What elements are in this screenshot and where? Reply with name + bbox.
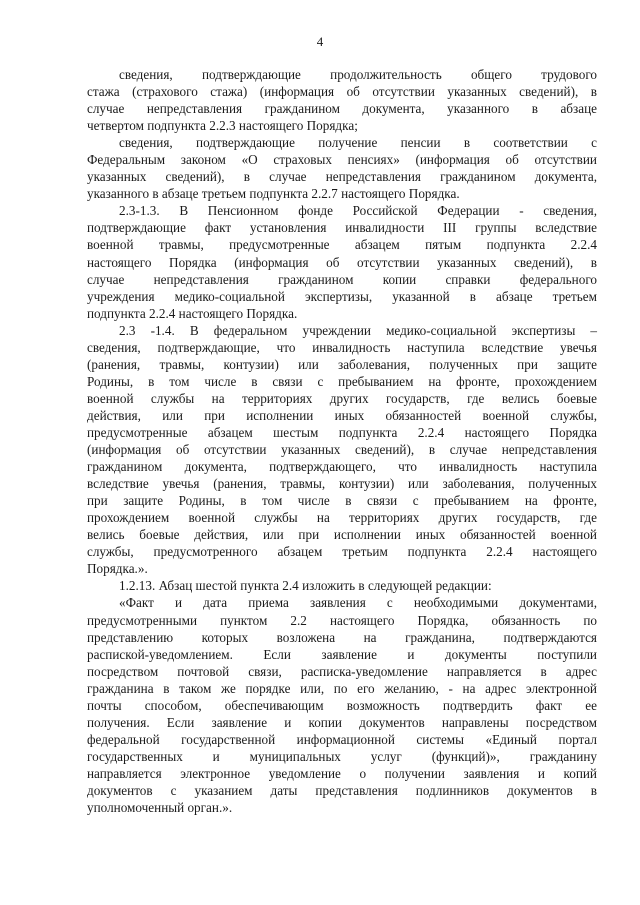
- text-line: случае непредставления гражданином документа, указанного в абзаце: [87, 101, 597, 117]
- paragraph: [87, 202, 597, 321]
- text-line: подтверждающие факт установления инвалидности III группы вследствие: [87, 220, 597, 236]
- paragraph: [87, 577, 597, 594]
- text-line: учреждения медико-социальной экспертизы, указанной в абзаце третьем: [87, 288, 597, 304]
- text-line: (информация об отсутствии указанных сведений), в случае непредставления: [87, 442, 597, 458]
- text-line: предусмотренными пунктом 2.2 настоящего Порядка, обязанность по: [87, 612, 597, 628]
- document-body: [87, 66, 597, 816]
- text-line: действия, или при исполнении иных обязанностей военной службы,: [87, 407, 597, 423]
- text-line: федеральной государственной информационной системы «Единый портал: [87, 731, 597, 747]
- text-line: посредством почтовой связи, расписка-уведомление направляется в адрес: [87, 663, 597, 679]
- text-line: (ранения, травмы, контузии) или заболевания, полученных при защите: [87, 356, 597, 372]
- text-line: представлению которых возложена на гражданина, подтверждаются: [87, 629, 597, 645]
- paragraph: [87, 66, 597, 134]
- text-line: получения. Если заявление и копии документов направлены посредством: [87, 714, 597, 730]
- text-line: предусмотренные абзацем шестым подпункта 2.2.4 настоящего Порядка: [87, 424, 597, 440]
- text-line: прохождением военной службы на территориях других государств, где: [87, 510, 597, 526]
- text-line: 2.3-1.3. В Пенсионном фонде Российской Федерации - сведения,: [119, 203, 597, 219]
- text-line: сведения, подтверждающие получение пенсии в соответствии с: [119, 135, 597, 151]
- text-line: военной службы на территориях других государств, где велись боевые: [87, 390, 597, 406]
- text-line: настоящего Порядка (информация об отсутствии указанных сведений), в: [87, 254, 597, 270]
- text-line: гражданином документа, подтверждающего, что инвалидность наступила: [87, 459, 597, 475]
- text-line: документов с указанием даты представления подлинников документов в: [87, 782, 597, 798]
- text-line: сведения, подтверждающие, что инвалидность наступила вследствие увечья: [87, 339, 597, 355]
- text-line: Федеральным законом «О страховых пенсиях» (информация об отсутствии: [87, 152, 597, 168]
- text-line: уполномоченный орган.».: [87, 800, 233, 816]
- page-number: 4: [316, 34, 324, 49]
- text-line: 2.3 -1.4. В федеральном учреждении медико-социальной экспертизы –: [119, 322, 597, 338]
- text-line: Родины, в том числе в связи с пребыванием на фронте, прохождением: [87, 373, 597, 389]
- text-line: четвертом подпункта 2.2.3 настоящего Порядка;: [87, 118, 358, 134]
- paragraph: [87, 134, 597, 202]
- text-line: указанных сведений), в случае непредставления гражданином документа,: [87, 169, 597, 185]
- text-line: военной травмы, предусмотренные абзацем пятым подпункта 2.2.4: [87, 237, 597, 253]
- text-line: гражданина в таком же порядке или, по его желанию, - на адрес электронной: [87, 680, 597, 696]
- text-line: 1.2.13. Абзац шестой пункта 2.4 изложить в следующей редакции:: [119, 578, 492, 594]
- text-line: направляется электронное уведомление о получении заявления и копий: [87, 765, 597, 781]
- text-line: вследствие увечья (ранения, травмы, контузии) или заболевания, полученных: [87, 476, 597, 492]
- text-line: случае непредставления гражданином копии справки федерального: [87, 271, 597, 287]
- text-line: стажа (страхового стажа) (информация об отсутствии указанных сведений), в: [87, 84, 597, 100]
- text-line: при защите Родины, в том числе в связи с пребыванием на фронте,: [87, 493, 597, 509]
- text-line: распиской-уведомлением. Если заявление и документы поступили: [87, 646, 597, 662]
- text-line: почты способом, обеспечивающим возможность подтвердить факт ее: [87, 697, 597, 713]
- text-line: подпункта 2.2.4 настоящего Порядка.: [87, 305, 298, 321]
- paragraph: [87, 594, 597, 816]
- text-line: службы, предусмотренного абзацем третьим подпункта 2.2.4 настоящего: [87, 544, 597, 560]
- text-line: Порядка.».: [87, 561, 148, 577]
- text-line: государственных и муниципальных услуг (функций)», гражданину: [87, 748, 597, 764]
- text-line: «Факт и дата приема заявления с необходимыми документами,: [119, 595, 597, 611]
- text-line: велись боевые действия, или при исполнении иных обязанностей военной: [87, 527, 597, 543]
- text-line: сведения, подтверждающие продолжительность общего трудового: [119, 67, 597, 82]
- text-line: указанного в абзаце третьем подпункта 2.2.7 настоящего Порядка.: [87, 186, 460, 202]
- paragraph: [87, 322, 597, 578]
